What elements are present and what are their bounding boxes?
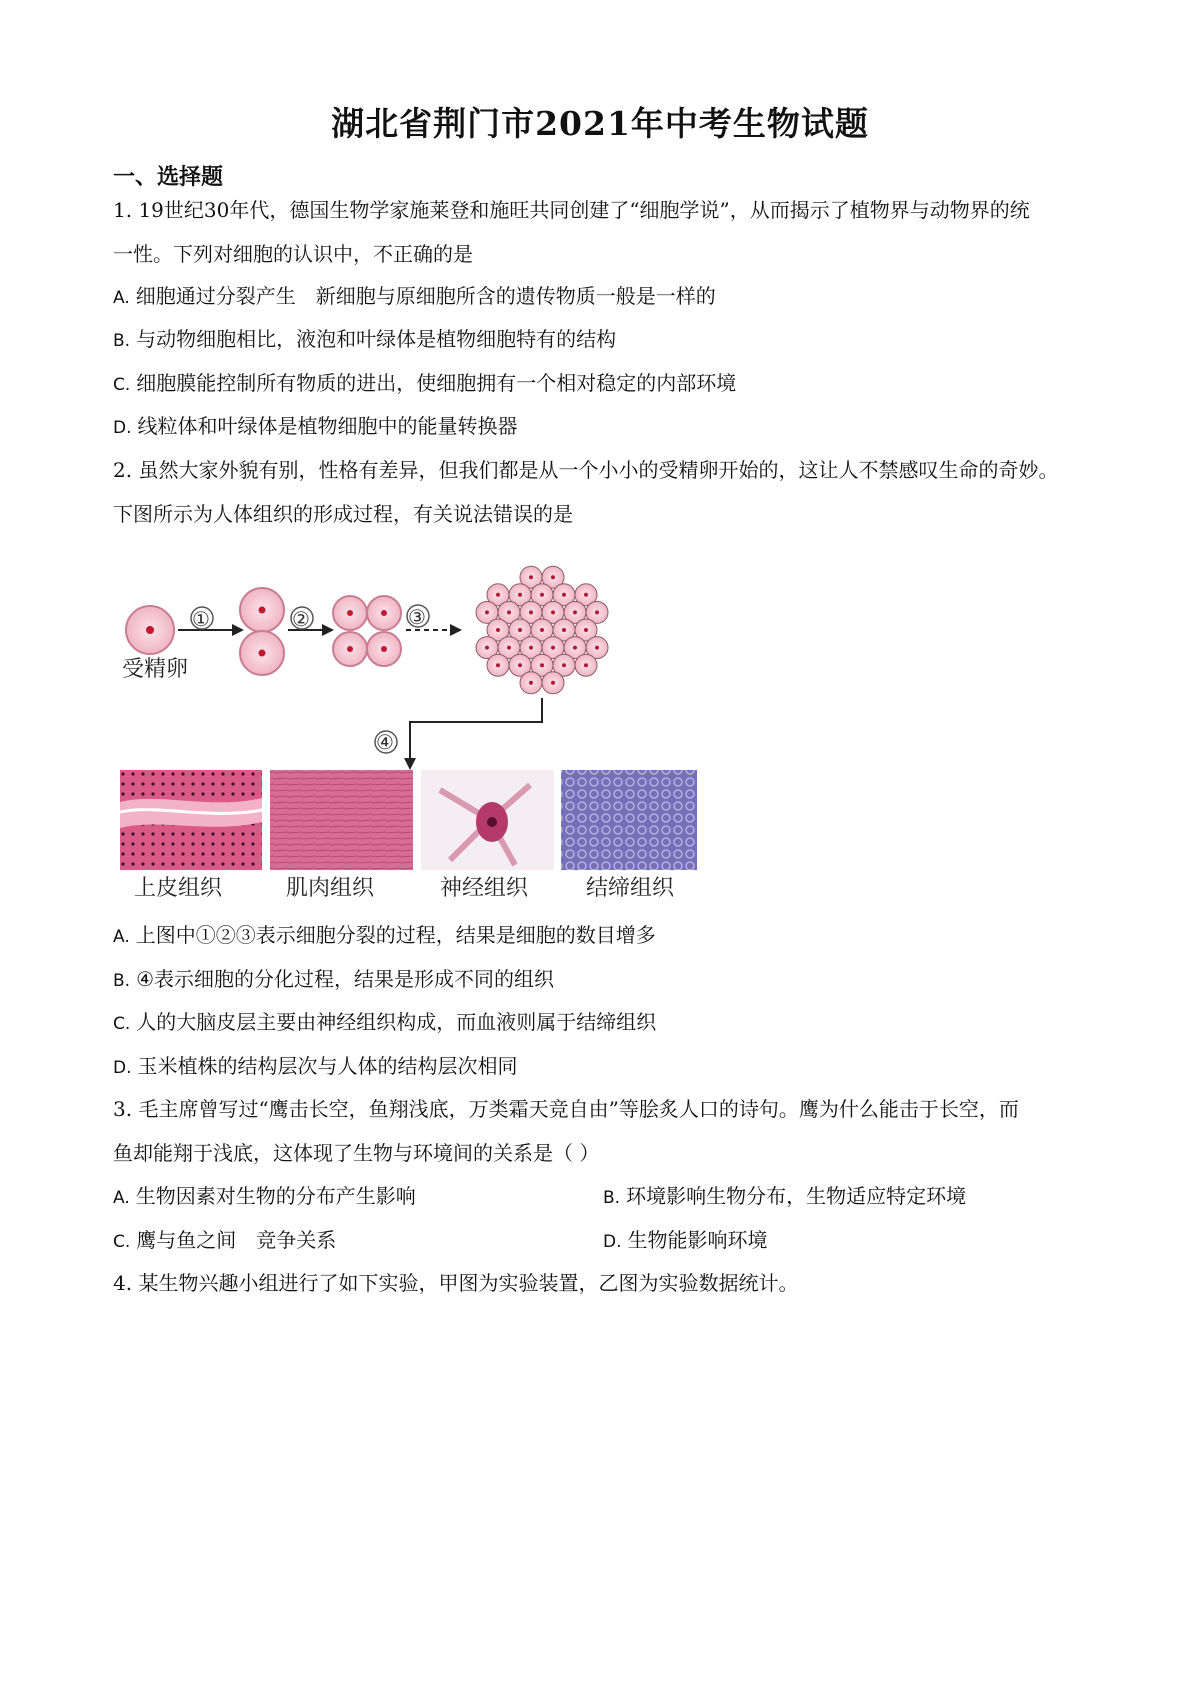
q3-option-d <box>603 1226 768 1256</box>
cell-nucleus <box>529 646 533 650</box>
cell-nucleus <box>485 646 489 650</box>
cell-nucleus <box>540 593 544 597</box>
fertilized-egg-cell <box>126 606 174 654</box>
cell-nucleus <box>595 646 599 650</box>
arrow-head-icon <box>404 758 416 770</box>
arrow-head-icon <box>232 624 244 636</box>
cell-nucleus <box>562 593 566 597</box>
cell-nucleus <box>595 610 599 614</box>
cell-nucleus <box>551 681 555 685</box>
cell-nucleus <box>496 593 500 597</box>
step-3-label: ③ <box>408 605 426 629</box>
cell-nucleus <box>584 593 588 597</box>
cell-nucleus <box>540 628 544 632</box>
cell-nucleus <box>518 628 522 632</box>
option-text: ④表示细胞的分化过程，结果是形成不同的组织 <box>136 967 555 991</box>
cell-nucleus <box>485 610 489 614</box>
q3-option-b <box>603 1182 966 1212</box>
option-letter: C. <box>113 1014 131 1034</box>
option-text: 上图中①②③表示细胞分裂的过程，结果是细胞的数目增多 <box>135 923 656 947</box>
cell-nucleus <box>573 610 577 614</box>
option-letter: D. <box>113 1058 132 1078</box>
q1-stem-line-1: 1. 19世纪30年代，德国生物学家施莱登和施旺共同创建了“细胞学说”，从而揭示了植物界与动物界的统 <box>113 198 1030 222</box>
cell-nucleus <box>529 681 533 685</box>
option-text: 细胞通过分裂产生 新细胞与原细胞所含的遗传物质一般是一样的 <box>135 284 716 308</box>
option-letter: A. <box>113 927 130 947</box>
option-letter: C. <box>113 375 131 395</box>
tissue-formation-figure <box>120 560 760 905</box>
q2-stem-line-1: 2. 虽然大家外貌有别，性格有差异，但我们都是从一个小小的受精卵开始的，这让人不禁感叹生命的奇妙。 <box>113 458 1059 482</box>
q1-stem-line-2: 一性。下列对细胞的认识中，不正确的是 <box>113 242 473 266</box>
cell-nucleus <box>496 663 500 667</box>
cell-nucleus <box>573 646 577 650</box>
connective-tissue-image <box>561 770 697 870</box>
cell-nucleus <box>584 628 588 632</box>
cell-nucleus <box>507 610 511 614</box>
cell-nucleus <box>562 663 566 667</box>
arrow-head-icon <box>322 624 334 636</box>
option-text: 与动物细胞相比，液泡和叶绿体是植物细胞特有的结构 <box>136 327 617 351</box>
q2-option-c <box>113 1008 656 1038</box>
page-title: 湖北省荆门市2021年中考生物试题 <box>331 104 869 143</box>
cell-nucleus <box>529 610 533 614</box>
q1-option-c <box>113 369 736 399</box>
q1-option-d <box>113 412 518 442</box>
muscle-tissue-image <box>270 770 413 870</box>
epithelial-tissue-image <box>120 770 262 870</box>
q3-stem-line-1: 3. 毛主席曾写过“鹰击长空，鱼翔浅底，万类霜天竞自由”等脍炙人口的诗句。鹰为什么能击于长空，而 <box>113 1097 1019 1121</box>
q2-stem-line-2: 下图所示为人体组织的形成过程，有关说法错误的是 <box>113 502 573 526</box>
option-letter: B. <box>113 971 131 991</box>
section-heading: 一、选择题 <box>113 164 224 190</box>
option-text: 人的大脑皮层主要由神经组织构成，而血液则属于结缔组织 <box>136 1010 657 1034</box>
q2-option-b <box>113 965 554 995</box>
arrow-head-icon <box>450 624 462 636</box>
option-text: 环境影响生物分布，生物适应特定环境 <box>626 1184 967 1208</box>
option-text: 细胞膜能控制所有物质的进出，使细胞拥有一个相对稳定的内部环境 <box>136 371 737 395</box>
nervous-tissue-image <box>421 770 554 870</box>
cell-nucleus <box>529 575 533 579</box>
two-cell-stage <box>240 588 284 675</box>
option-text: 生物能影响环境 <box>627 1228 768 1252</box>
cell-nucleus <box>507 646 511 650</box>
cell-nucleus <box>518 663 522 667</box>
q2-option-a <box>113 921 656 951</box>
q3-stem-line-2: 鱼却能翔于浅底，这体现了生物与环境间的关系是（ ） <box>113 1141 600 1165</box>
four-cell-stage <box>333 596 401 666</box>
connector-line <box>410 698 542 760</box>
cell-nucleus <box>584 663 588 667</box>
option-text: 生物因素对生物的分布产生影响 <box>135 1184 416 1208</box>
cell-mass <box>476 566 608 694</box>
cell-nucleus <box>551 610 555 614</box>
option-text: 鹰与鱼之间 竞争关系 <box>136 1228 337 1252</box>
cell-nucleus <box>551 575 555 579</box>
q2-option-d <box>113 1052 518 1082</box>
option-letter: C. <box>113 1232 131 1252</box>
q1-option-b <box>113 325 616 355</box>
step-1-label: ① <box>192 607 210 631</box>
tissue-label-nervous: 神经组织 <box>440 876 529 901</box>
option-letter: A. <box>113 1188 130 1208</box>
cell-nucleus <box>518 593 522 597</box>
fertilized-egg-label: 受精卵 <box>122 657 189 682</box>
tissue-label-epithelial: 上皮组织 <box>134 876 223 901</box>
step-4-label: ④ <box>376 730 394 754</box>
option-letter: D. <box>113 418 132 438</box>
option-text: 线粒体和叶绿体是植物细胞中的能量转换器 <box>137 414 518 438</box>
option-letter: B. <box>603 1188 621 1208</box>
cell-nucleus <box>496 628 500 632</box>
option-letter: A. <box>113 288 130 308</box>
tissue-formation-diagram <box>120 560 760 905</box>
tissue-label-muscle: 肌肉组织 <box>286 876 375 901</box>
cell-nucleus <box>562 628 566 632</box>
q1-option-a <box>113 282 716 312</box>
q3-option-c <box>113 1226 336 1256</box>
q3-option-a <box>113 1182 416 1212</box>
option-letter: D. <box>603 1232 622 1252</box>
cell-nucleus <box>540 663 544 667</box>
option-text: 玉米植株的结构层次与人体的结构层次相同 <box>137 1054 518 1078</box>
q4-stem-line-1: 4. 某生物兴趣小组进行了如下实验，甲图为实验装置，乙图为实验数据统计。 <box>113 1271 799 1295</box>
step-2-label: ② <box>292 607 310 631</box>
tissue-label-connective: 结缔组织 <box>586 876 675 901</box>
cell-nucleus <box>551 646 555 650</box>
option-letter: B. <box>113 331 131 351</box>
